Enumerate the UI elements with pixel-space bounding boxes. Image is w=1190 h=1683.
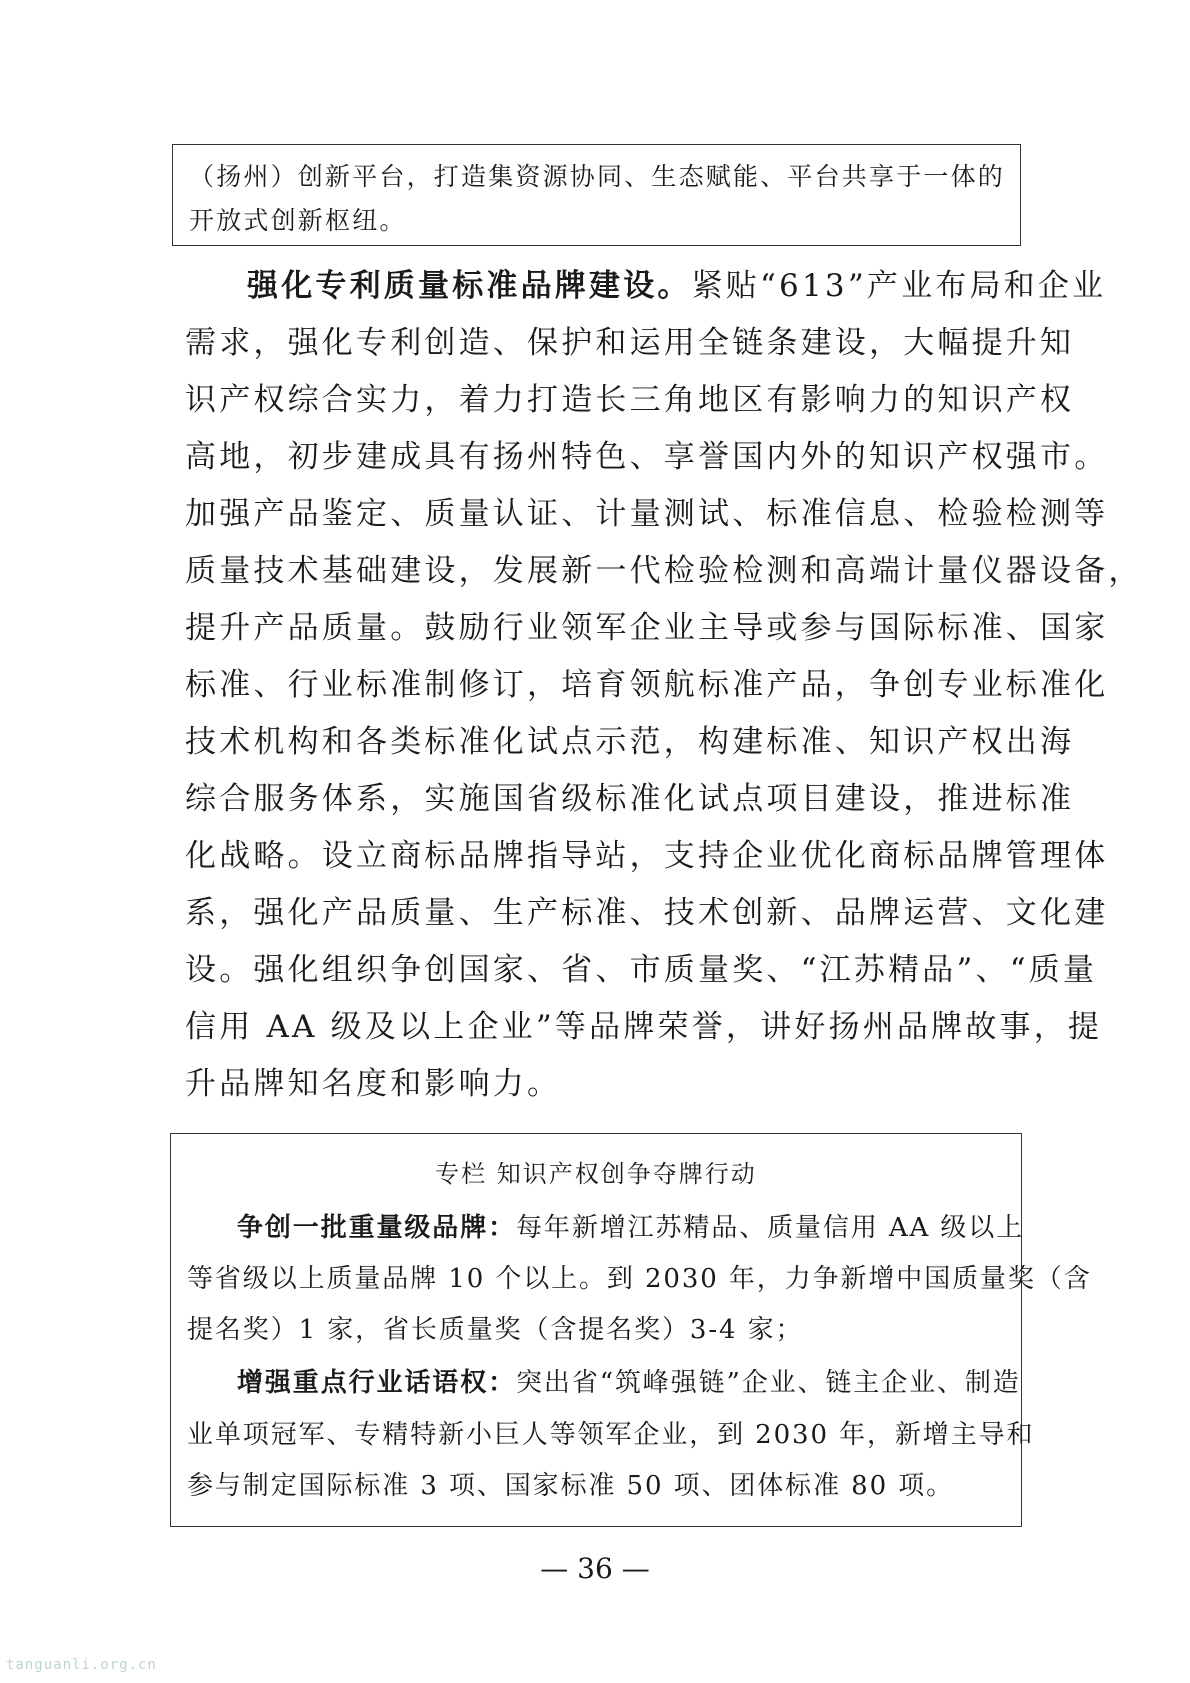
column-item2-heading: 增强重点行业话语权：	[237, 1368, 517, 1398]
column-item1-line-1	[237, 1207, 1024, 1244]
paragraph-line: 信用 AA 级及以上企业”等品牌荣誉，讲好扬州品牌故事，提	[185, 1009, 1103, 1045]
column-item2-line-2: 业单项冠军、专精特新小巨人等领军企业，到 2030 年，新增主导和	[187, 1420, 1035, 1450]
paragraph-line: 化战略。设立商标品牌指导站，支持企业优化商标品牌管理体	[185, 838, 1109, 874]
paragraph-line: 升品牌知名度和影响力。	[185, 1066, 562, 1102]
paragraph-line-1-rest: 紧贴“613”产业布局和企业	[691, 268, 1107, 304]
column-item2-line-1	[237, 1362, 1021, 1399]
page-number: — 36 —	[540, 1552, 650, 1585]
paragraph-line: 识产权综合实力，着力打造长三角地区有影响力的知识产权	[185, 382, 1075, 418]
paragraph-line: 综合服务体系，实施国省级标准化试点项目建设，推进标准	[185, 781, 1075, 817]
column-title: 专栏 知识产权创争夺牌行动	[435, 1160, 757, 1188]
column-item1-line-2: 等省级以上质量品牌 10 个以上。到 2030 年，力争新增中国质量奖（含	[187, 1264, 1092, 1294]
paragraph-line: 技术机构和各类标准化试点示范，构建标准、知识产权出海	[185, 724, 1075, 760]
paragraph-line: 需求，强化专利创造、保护和运用全链条建设，大幅提升知	[185, 325, 1075, 361]
top-box-line-2: 开放式创新枢纽。	[189, 206, 407, 235]
column-item2-line-3: 参与制定国际标准 3 项、国家标准 50 项、团体标准 80 项。	[187, 1471, 954, 1501]
paragraph-line: 设。强化组织争创国家、省、市质量奖、“江苏精品”、“质量	[185, 952, 1098, 988]
paragraph-line: 系，强化产品质量、生产标准、技术创新、品牌运营、文化建	[185, 895, 1109, 931]
paragraph-line: 标准、行业标准制修订，培育领航标准产品，争创专业标准化	[185, 667, 1109, 703]
paragraph-line-1	[247, 260, 1106, 305]
paragraph-line: 质量技术基础建设，发展新一代检验检测和高端计量仪器设备，	[185, 553, 1143, 589]
column-box	[170, 1133, 1092, 1527]
paragraph-line: 高地，初步建成具有扬州特色、享誉国内外的知识产权强市。	[185, 439, 1109, 475]
top-boxed-text	[172, 144, 1021, 246]
paragraph-heading: 强化专利质量标准品牌建设。	[247, 268, 692, 304]
watermark-text: tanguanli.org.cn	[6, 1657, 157, 1673]
paragraph-line: 加强产品鉴定、质量认证、计量测试、标准信息、检验检测等	[185, 496, 1109, 532]
column-item1-heading: 争创一批重量级品牌：	[237, 1213, 517, 1243]
column-item1-line-1-rest: 每年新增江苏精品、质量信用 AA 级以上	[516, 1213, 1025, 1243]
column-item2-line-1-rest: 突出省“筑峰强链”企业、链主企业、制造	[516, 1368, 1021, 1398]
paragraph-line: 提升产品质量。鼓励行业领军企业主导或参与国际标准、国家	[185, 610, 1109, 646]
column-item1-line-3: 提名奖）1 家，省长质量奖（含提名奖）3-4 家；	[187, 1315, 804, 1345]
top-box-line-1: （扬州）创新平台，打造集资源协同、生态赋能、平台共享于一体的	[189, 162, 1006, 191]
